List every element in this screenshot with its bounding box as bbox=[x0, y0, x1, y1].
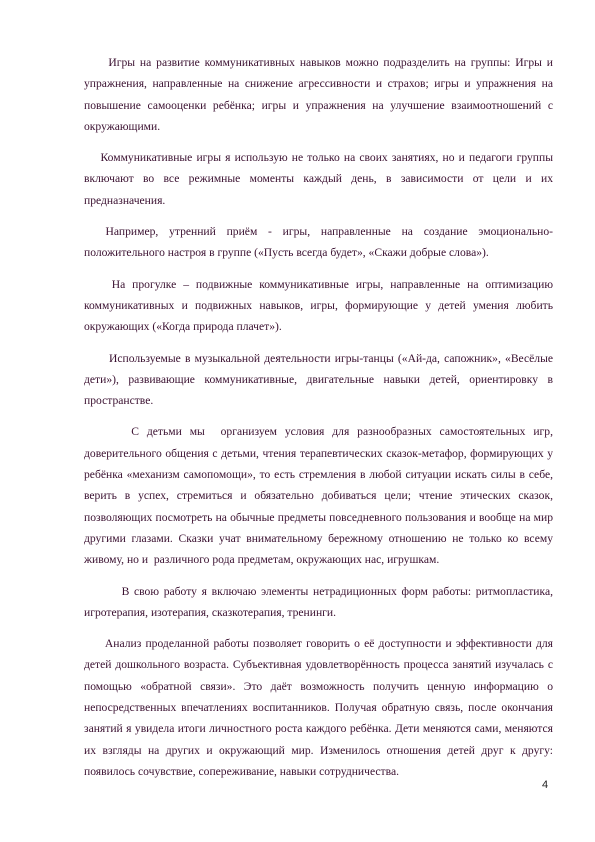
paragraph-communicative-games: Коммуникативные игры я использую не только на своих занятиях, но и педагоги группы включают во все режимные моменты каждый день, в зависимости от цели и их предназначения. bbox=[84, 151, 556, 207]
paragraph-walk-games: На прогулке – подвижные коммуникативные игры, направленные на оптимизацию коммуникативных и подвижных навыков, игры, формирующие у детей умения любить окружающих («Когда природа плачет»). bbox=[84, 277, 556, 334]
paragraph-game-groups: Игры на развитие коммуникативных навыков можно подразделить на группы: Игры и упражнения, направленные на снижение агрессивности и страхов; игры и упражнения на повышение самооценки ребёнка; игры и упражнения на улучшение взаимоотношений с окружающими. bbox=[84, 56, 556, 133]
paragraph-nontraditional-forms: В свою работу я включаю элементы нетрадиционных форм работы: ритмопластика, игротерапия, изотерапия, сказкотерапия, тренинги. bbox=[84, 584, 556, 619]
paragraph-fairy-tales: С детьми мы организуем условия для разнообразных самостоятельных игр, доверительного общения с детьми, чтения терапевтических сказок-метафор, формирующих у ребёнка «механизм самопомощи», то есть стремления в любой ситуации искать силы в себе, верить в успех, стремиться и обязательно добиваться цели; чтение этических сказок, позволяющих посмотреть на обычные предметы повседневного пользования и вообще на мир другими глазами. Сказки учат внимательному бережному отношению не только ко всему живому, но и различного рода предметам, окружающих нас, игрушкам. bbox=[84, 425, 556, 567]
page-number: 4 bbox=[542, 779, 549, 791]
paragraph-morning-reception: Например, утренний приём - игры, направленные на создание эмоционально-положительного настроя в группе («Пусть всегда будет», «Скажи добрые слова»). bbox=[84, 225, 553, 260]
paragraph-analysis: Анализ проделанной работы позволяет говорить о её доступности и эффективности для детей дошкольного возраста. Субъективная удовлетворённость процесса занятий изучалась с помощью «обратной связи». Это даёт возможность получить ценную информацию о непосредственных впечатлениях воспитанников. Получая обратную связь, после окончания занятий я увидела итоги личностного роста каждого ребёнка. Дети меняются сами, меняются их взгляды на других и окружающий мир. Изменилось отношения детей друг к другу: появилось сочувствие, сопереживание, навыки сотрудничества. bbox=[84, 637, 556, 778]
paragraph-music-dance-games: Используемые в музыкальной деятельности игры-танцы («Ай-да, сапожник», «Весёлые дети»), развивающие коммуникативные, двигательные навыки детей, ориентировку в пространстве. bbox=[84, 351, 556, 408]
document-body bbox=[84, 52, 556, 792]
